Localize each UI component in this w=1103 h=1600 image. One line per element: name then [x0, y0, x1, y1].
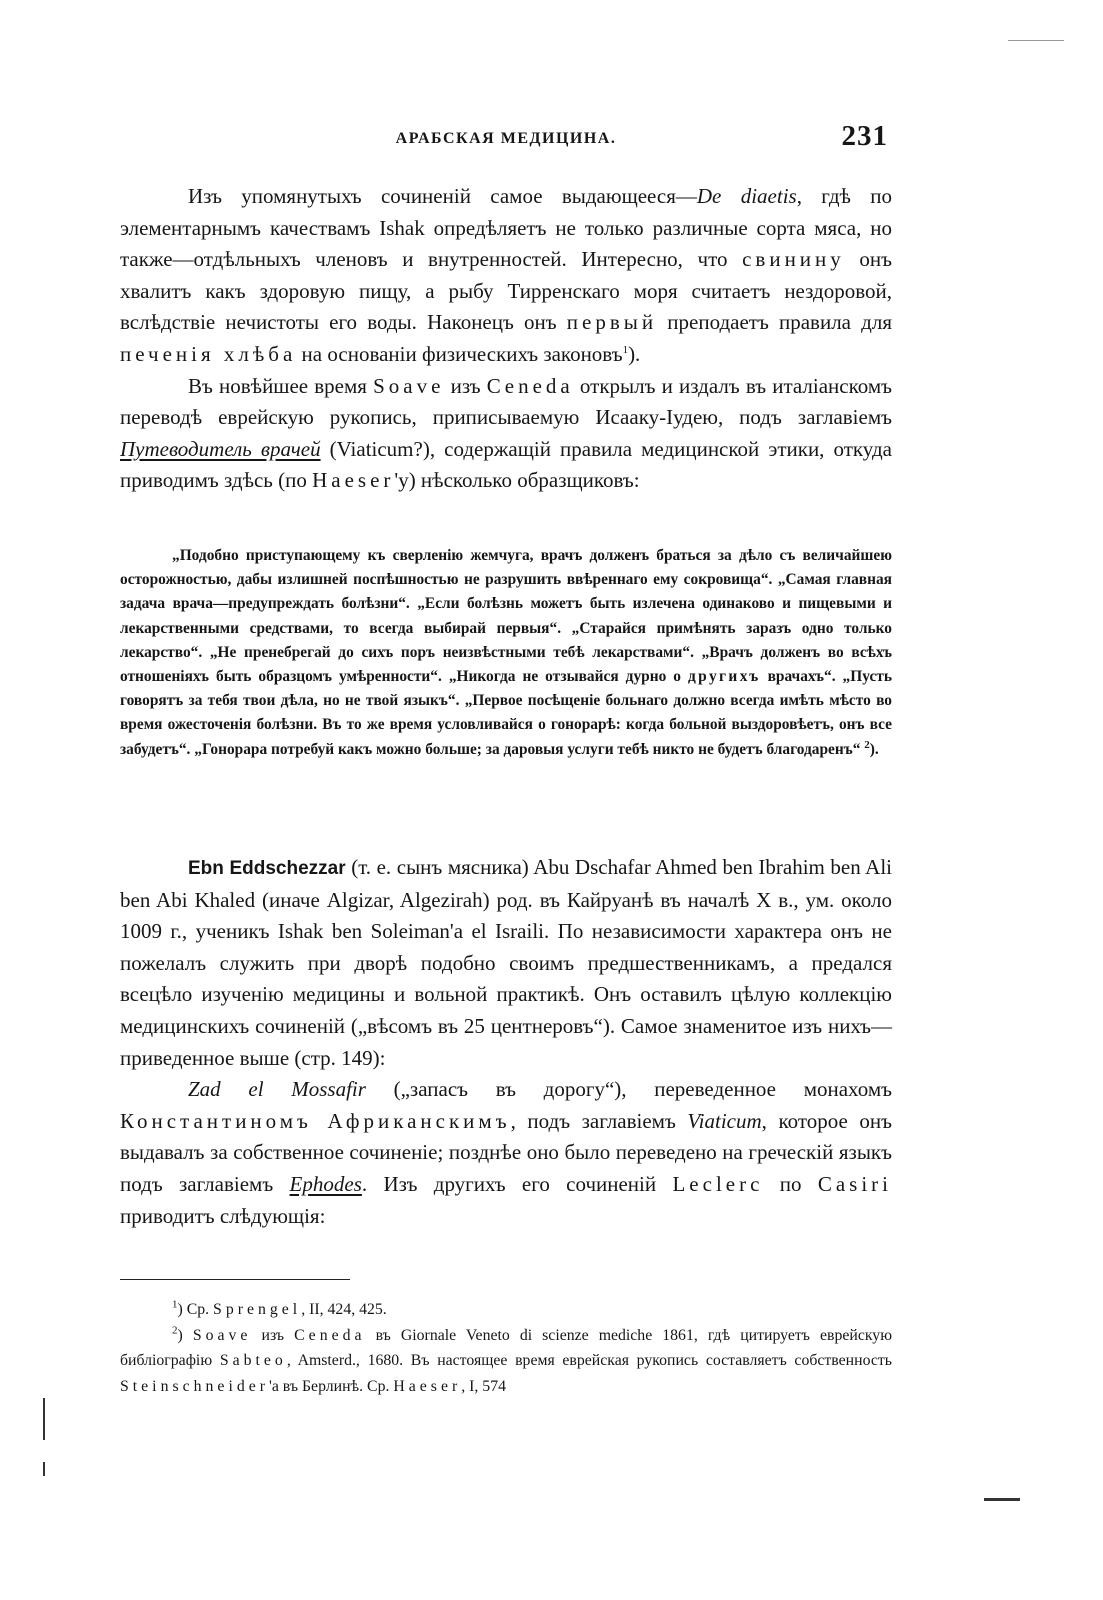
footnote-2: $^2$) Soave изъ Ceneda въ Giornale Veneto di scienze mediche 1861, гдѣ цитируетъ еврейскую библіографію Sabteo, Amsterd., 1680. Въ настоящее время еврейская рукопись составляетъ собственность Steinschneider'a въ Берлинѣ. Ср. Haeser, I, 574: [120, 1324, 892, 1395]
work-title: Zad el Mossafir: [188, 1077, 366, 1102]
work-title: Viaticum: [687, 1108, 762, 1133]
running-title: АРАБСКАЯ МЕДИЦИНА.: [395, 130, 617, 147]
work-title: De diaetis: [696, 184, 797, 208]
page-header: [120, 120, 892, 160]
scan-edge-mark: [43, 1398, 45, 1440]
paragraph-ebn-eddschezzar: Ebn Eddschezzar (т. е. сынъ мясника) Abu Dschafar Ahmed ben Ibrahim ben Ali ben Abi Khaled (иначе Algizar, Algezirah) род. въ Кайруанѣ въ началѣ X в., ум. около 1009 г., ученикъ Ishak ben Soleiman'a el Israili. По независимости характера онъ не пожелалъ служить при дворѣ подобно своимъ предшественникамъ, а предался всецѣло изученію медицины и вольной практикѣ. Онъ оставилъ цѣлую коллекцію медицинскихъ сочиненій („вѣсомъ въ 25 центнеровъ“). Самое знаменитое изъ нихъ—приведенное выше (стр. 149):: [120, 855, 892, 1070]
footnote-1: $^1$) Ср. Sprengel, II, 424, 425.: [172, 1298, 387, 1318]
paragraph-de-diaetis: Изъ упомянутыхъ сочиненій самое выдающееся—De diaetis, гдѣ по элементарнымъ качествамъ Ishak опредѣляетъ не только различные сорта мяса, но также—отдѣльныхъ членовъ и внутренностей. Интересно, что свинину онъ хвалитъ какъ здоровую пищу, а рыбу Тирренскаго моря считаетъ нездоровой, вслѣдствіе нечистоты его воды. Наконецъ онъ первый преподаетъ правила для печенія хлѣба на основаніи физическихъ законовъ$^1$).: [120, 184, 892, 366]
footnote-divider: [120, 1279, 350, 1280]
scan-edge-mark: [984, 1498, 1020, 1501]
scan-edge-mark: [1008, 40, 1064, 41]
work-title: Путеводитель врачей: [120, 436, 321, 461]
footnotes: [120, 1297, 892, 1399]
scan-edge-mark: [43, 1462, 45, 1476]
paragraph-zad-el-mossafir: Zad el Mossafir („запасъ въ дорогу“), переведенное монахомъ Константиномъ Африканскимъ, подъ заглавіемъ Viaticum, которое онъ выдавалъ за собственное сочиненіе; позднѣе оно было переведено на греческій языкъ подъ заглавіемъ Ephodes. Изъ другихъ его сочиненій Leclerc по Casiri приводитъ слѣдующія:: [120, 1077, 893, 1228]
page-number: 231: [841, 120, 888, 152]
quotation-text: „Подобно приступающему къ сверленію жемчуга, врачъ долженъ браться за дѣло съ величайшею осторожностью, дабы излишней поспѣшностью не разрушить ввѣреннаго ему сокровища“. „Самая главная задача врача—предупреждать болѣзни“. „Если болѣзнь можетъ быть излечена одинаково и пищевыми и лекарственными средствами, то всегда выбирай первыя“. „Старайся примѣнять заразъ одно только лекарство“. „Не пренебрегай до сихъ поръ неизвѣстными тебѣ лекарствами“. „Врачъ долженъ во всѣхъ отношеніяхъ быть образцомъ умѣренности“. „Никогда не отзывайся дурно о другихъ врачахъ“. „Пусть говорятъ за тебя твои дѣла, но не твой языкъ“. „Первое посѣщеніе больнаго должно всегда имѣть мѣсто во время ожесточенія болѣзни. Въ то же время условливайся о гонорарѣ: когда больной выздоровѣетъ, онъ все забудетъ“. „Гонорара потребуй какъ можно больше; за даровыя услуги тебѣ никто не будетъ благодаренъ“ $^2$).: [120, 547, 892, 758]
footnote-ref: 2: [864, 738, 870, 751]
work-title: Ephodes: [289, 1171, 362, 1196]
section-heading: Ebn Eddschezzar: [188, 858, 346, 879]
main-text-top: [120, 181, 892, 497]
footnote-ref: 1: [622, 343, 629, 356]
paragraph-soave: Въ новѣйшее время Soave изъ Ceneda открылъ и издалъ въ италіанскомъ переводѣ еврейскую рукопись, приписываемую Исааку-Іудею, подъ заглавіемъ Путеводитель врачей (Viaticum?), содержащій правила медицинской этики, откуда приводимъ здѣсь (по Haeser'у) нѣсколько образщиковъ:: [120, 373, 892, 493]
quotation-block: [120, 544, 892, 762]
main-text-bottom: [120, 852, 892, 1232]
